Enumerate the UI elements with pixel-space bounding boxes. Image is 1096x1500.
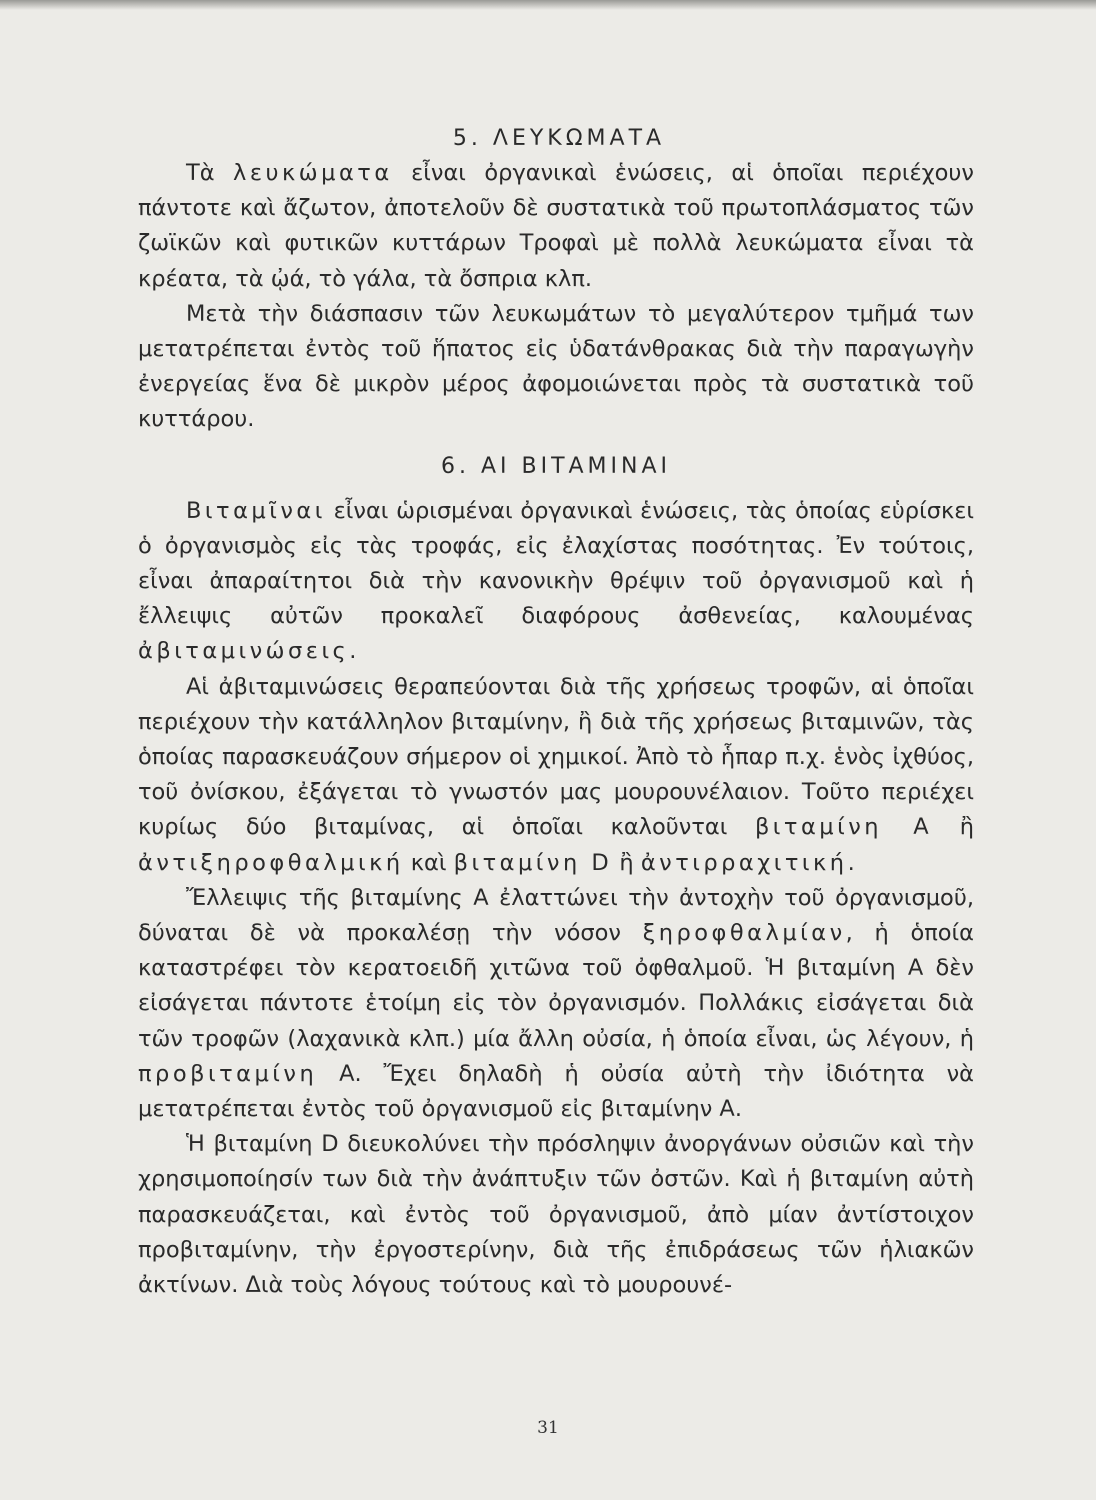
paragraph-avitaminoses-treatment: Αἱ ἀβιταμινώσεις θεραπεύονται διὰ τῆς χρήσεως τροφῶν, αἱ ὁποῖαι περιέχουν τὴν κατάλληλον βιταμίνην, ἢ διὰ τῆς χρήσεως βιταμινῶν, τὰς ὁποίας παρασκευάζουν σήμερον οἱ χημικοί. Ἀπὸ τὸ ἧπαρ π.χ. ἑνὸς ἰχθύος, τοῦ ὀνίσκου, ἐξάγεται τὸ γνωστόν μας μουρουνέλαιον. Τοῦτο περιέχει κυρίως δύο βιταμίνας, αἱ ὁποῖαι καλοῦνται βιταμίνη Α ἢ ἀντιξηροφθαλμική καὶ βιταμίνη D ἢ ἀντιρραχιτική. <box>138 673 974 876</box>
paragraph-vitamin-d: Ἡ βιταμίνη D διευκολύνει τὴν πρόσληψιν ἀνοργάνων οὐσιῶν καὶ τὴν χρησιμοποίησίν των διὰ τὴν ἀνάπτυξιν τῶν ὀστῶν. Καὶ ἡ βιταμίνη αὐτὴ παρασκευάζεται, καὶ ἐντὸς τοῦ ὀργανισμοῦ, ἀπὸ μίαν ἀντίστοιχον προβιταμίνην, τὴν ἐργοστερίνην, διὰ τῆς ἐπιδράσεως τῶν ἡλιακῶν ἀκτίνων. Διὰ τοὺς λόγους τούτους καὶ τὸ μουρουνέ- <box>138 1131 974 1299</box>
term-vitamin-a: βιταμίνη Α <box>754 814 933 841</box>
section-heading-vitamins: 6. ΑΙ ΒΙΤΑΜΙΝΑΙ <box>440 453 672 479</box>
term-avitaminoses: ἀβιταμινώσεις <box>138 638 350 665</box>
paragraph-proteins-metabolism: Μετὰ τὴν διάσπασιν τῶν λευκωμάτων τὸ μεγαλύτερον τμῆμά των μετατρέπεται ἐντὸς τοῦ ἥπατος εἰς ὑδατάνθρακας διὰ τὴν παραγωγὴν ἐνεργείας ἕνα δὲ μικρὸν μέρος ἀφομοιώνεται πρὸς τὰ συστατικὰ τοῦ κυττάρου. <box>138 300 974 433</box>
term-antixerophthalmic: ἀντιξηροφθαλμική <box>138 849 404 876</box>
term-vitamin-d: βιταμίνη D <box>453 849 613 876</box>
term-vitamins: Βιταμῖναι <box>186 497 326 524</box>
page-number: 31 <box>537 1418 559 1438</box>
page-body <box>138 122 974 1303</box>
paragraph-vitamin-a-deficiency: Ἔλλειψις τῆς βιταμίνης Α ἐλαττώνει τὴν ἀντοχὴν τοῦ ὀργανισμοῦ, δύναται δὲ νὰ προκαλέσῃ τὴν νόσον ξηροφθαλμίαν, ἡ ὁποία καταστρέφει τὸν κερατοειδῆ χιτῶνα τοῦ ὀφθαλμοῦ. Ἡ βιταμίνη Α δὲν εἰσάγεται πάντοτε ἑτοίμη εἰς τὸν ὀργανισμόν. Πολλάκις εἰσάγεται διὰ τῶν τροφῶν (λαχανικὰ κλπ.) μία ἄλλη οὐσία, ἡ ὁποία εἶναι, ὡς λέγουν, ἡ προβιταμίνη Α. Ἔχει δηλαδὴ ἡ οὐσία αὐτὴ τὴν ἰδιότητα νὰ μετατρέπεται ἐντὸς τοῦ ὀργανισμοῦ εἰς βιταμίνην Α. <box>138 884 974 1123</box>
page-top-edge <box>0 0 1096 10</box>
term-provitamin: προβιταμίνη <box>138 1060 318 1087</box>
paragraph-proteins-definition: Τὰ λευκώματα εἶναι ὀργανικαὶ ἑνώσεις, αἱ ὁποῖαι περιέχουν πάντοτε καὶ ἄζωτον, ἀποτελοῦν δὲ συστατικὰ τοῦ πρωτοπλάσματος τῶν ζωϊκῶν καὶ φυτικῶν κυττάρων Τροφαὶ μὲ πολλὰ λευκώματα εἶναι τὰ κρέατα, τὰ ᾠά, τὸ γάλα, τὰ ὄσπρια κλπ. <box>138 160 974 292</box>
term-xerophthalmia: ξηροφθαλμίαν <box>642 920 846 947</box>
paragraph-vitamins-definition: Βιταμῖναι εἶναι ὡρισμέναι ὀργανικαὶ ἑνώσεις, τὰς ὁποίας εὑρίσκει ὁ ὀργανισμὸς εἰς τὰς τροφάς, εἰς ἐλαχίστας ποσότητας. Ἐν τούτοις, εἶναι ἀπαραίτητοι διὰ τὴν κανονικὴν θρέψιν τοῦ ὀργανισμοῦ καὶ ἡ ἔλλειψις αὐτῶν προκαλεῖ διαφόρους ἀσθενείας, καλουμένας ἀβιταμινώσεις. <box>138 497 974 665</box>
term-proteins: λευκώματα <box>233 160 393 186</box>
section-heading-proteins: 5. ΛΕΥΚΩΜΑΤΑ <box>452 126 666 151</box>
term-antirachitic: ἀντιρραχιτική <box>640 849 848 876</box>
